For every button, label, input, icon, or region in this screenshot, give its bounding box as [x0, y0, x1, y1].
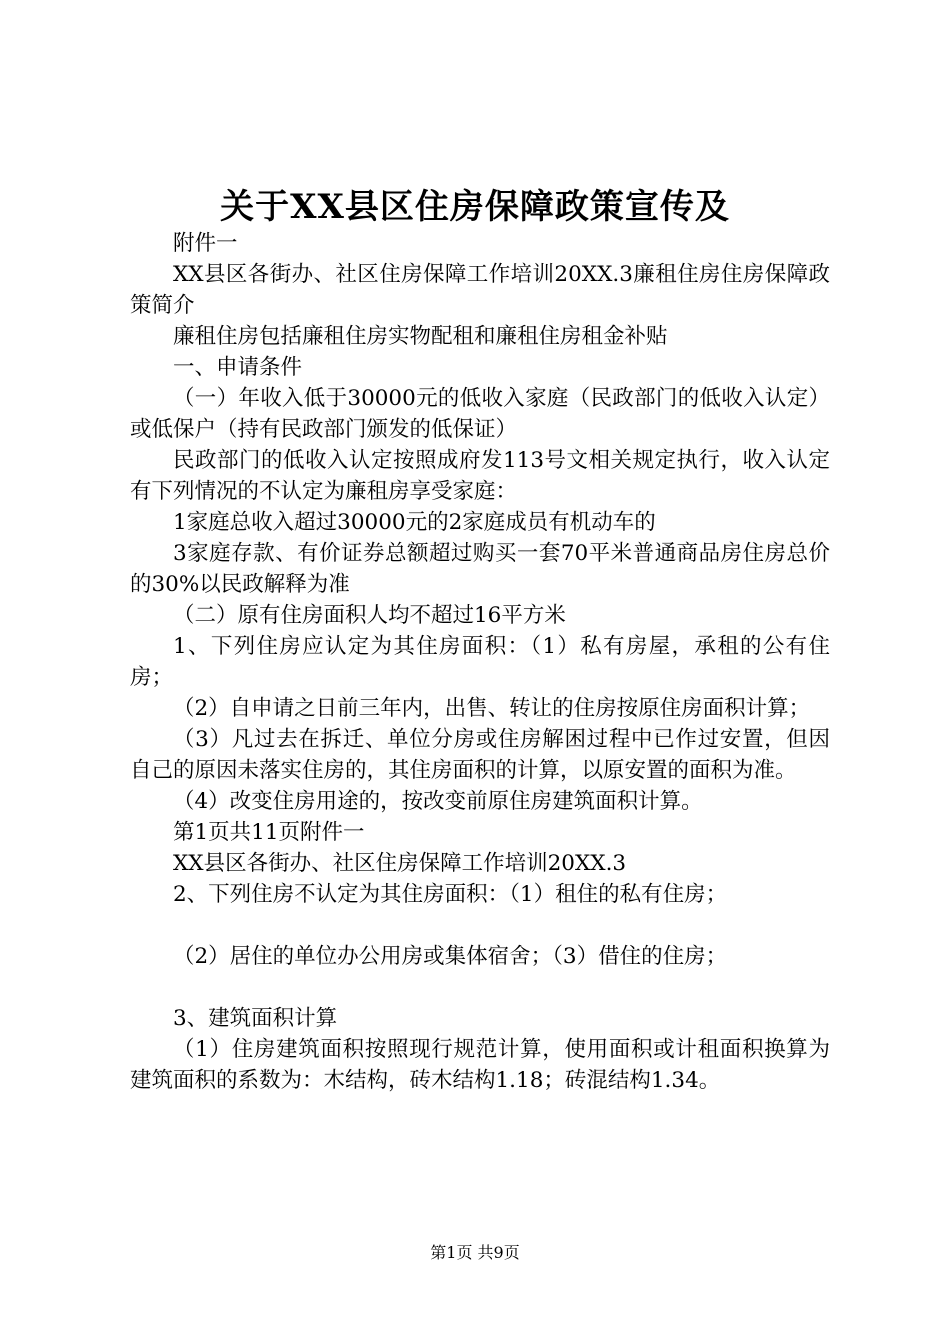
- paragraph: （1）住房建筑面积按照现行规范计算，使用面积或计租面积换算为建筑面积的系数为：木结构，砖木结构1.18；砖混结构1.34。: [130, 1037, 830, 1093]
- paragraph: 廉租住房包括廉租住房实物配租和廉租住房租金补贴: [173, 324, 668, 349]
- paragraph: （二）原有住房面积人均不超过16平方米: [173, 603, 566, 628]
- paragraph: （2）居住的单位办公用房或集体宿舍；（3）借住的住房；: [173, 944, 728, 969]
- paragraph: 民政部门的低收入认定按照成府发113号文相关规定执行，收入认定有下列情况的不认定为廉租房享受家庭：: [130, 448, 830, 504]
- paragraph: 1家庭总收入超过30000元的2家庭成员有机动车的: [173, 510, 656, 535]
- paragraph: （2）自申请之日前三年内，出售、转让的住房按原住房面积计算；: [173, 696, 811, 721]
- paragraph: 3家庭存款、有价证券总额超过购买一套70平米普通商品房住房总价的30%以民政解释为准: [130, 541, 830, 597]
- paragraph: （4）改变住房用途的，按改变前原住房建筑面积计算。: [173, 789, 703, 814]
- paragraph: 3、建筑面积计算: [173, 1006, 338, 1031]
- paragraph: XX县区各街办、社区住房保障工作培训20XX.3: [173, 851, 627, 876]
- paragraph: 2、下列住房不认定为其住房面积：（1）租住的私有住房；: [173, 882, 728, 907]
- paragraph: 附件一: [173, 231, 238, 256]
- paragraph: 一、申请条件: [173, 355, 303, 380]
- paragraph: （一）年收入低于30000元的低收入家庭（民政部门的低收入认定）或低保户（持有民政部门颁发的低保证）: [130, 386, 830, 442]
- document-body: [130, 228, 830, 1096]
- page-footer: 第1页 共9页: [430, 1243, 520, 1262]
- document-title: 关于XX县区住房保障政策宣传及: [220, 187, 730, 227]
- paragraph: 1、下列住房应认定为其住房面积：（1）私有房屋，承租的公有住房；: [130, 634, 830, 690]
- paragraph: 第1页共11页附件一: [173, 820, 365, 845]
- paragraph: XX县区各街办、社区住房保障工作培训20XX.3廉租住房住房保障政策简介: [130, 262, 830, 318]
- paragraph: （3）凡过去在拆迁、单位分房或住房解困过程中已作过安置，但因自己的原因未落实住房的，其住房面积的计算，以原安置的面积为准。: [130, 727, 830, 783]
